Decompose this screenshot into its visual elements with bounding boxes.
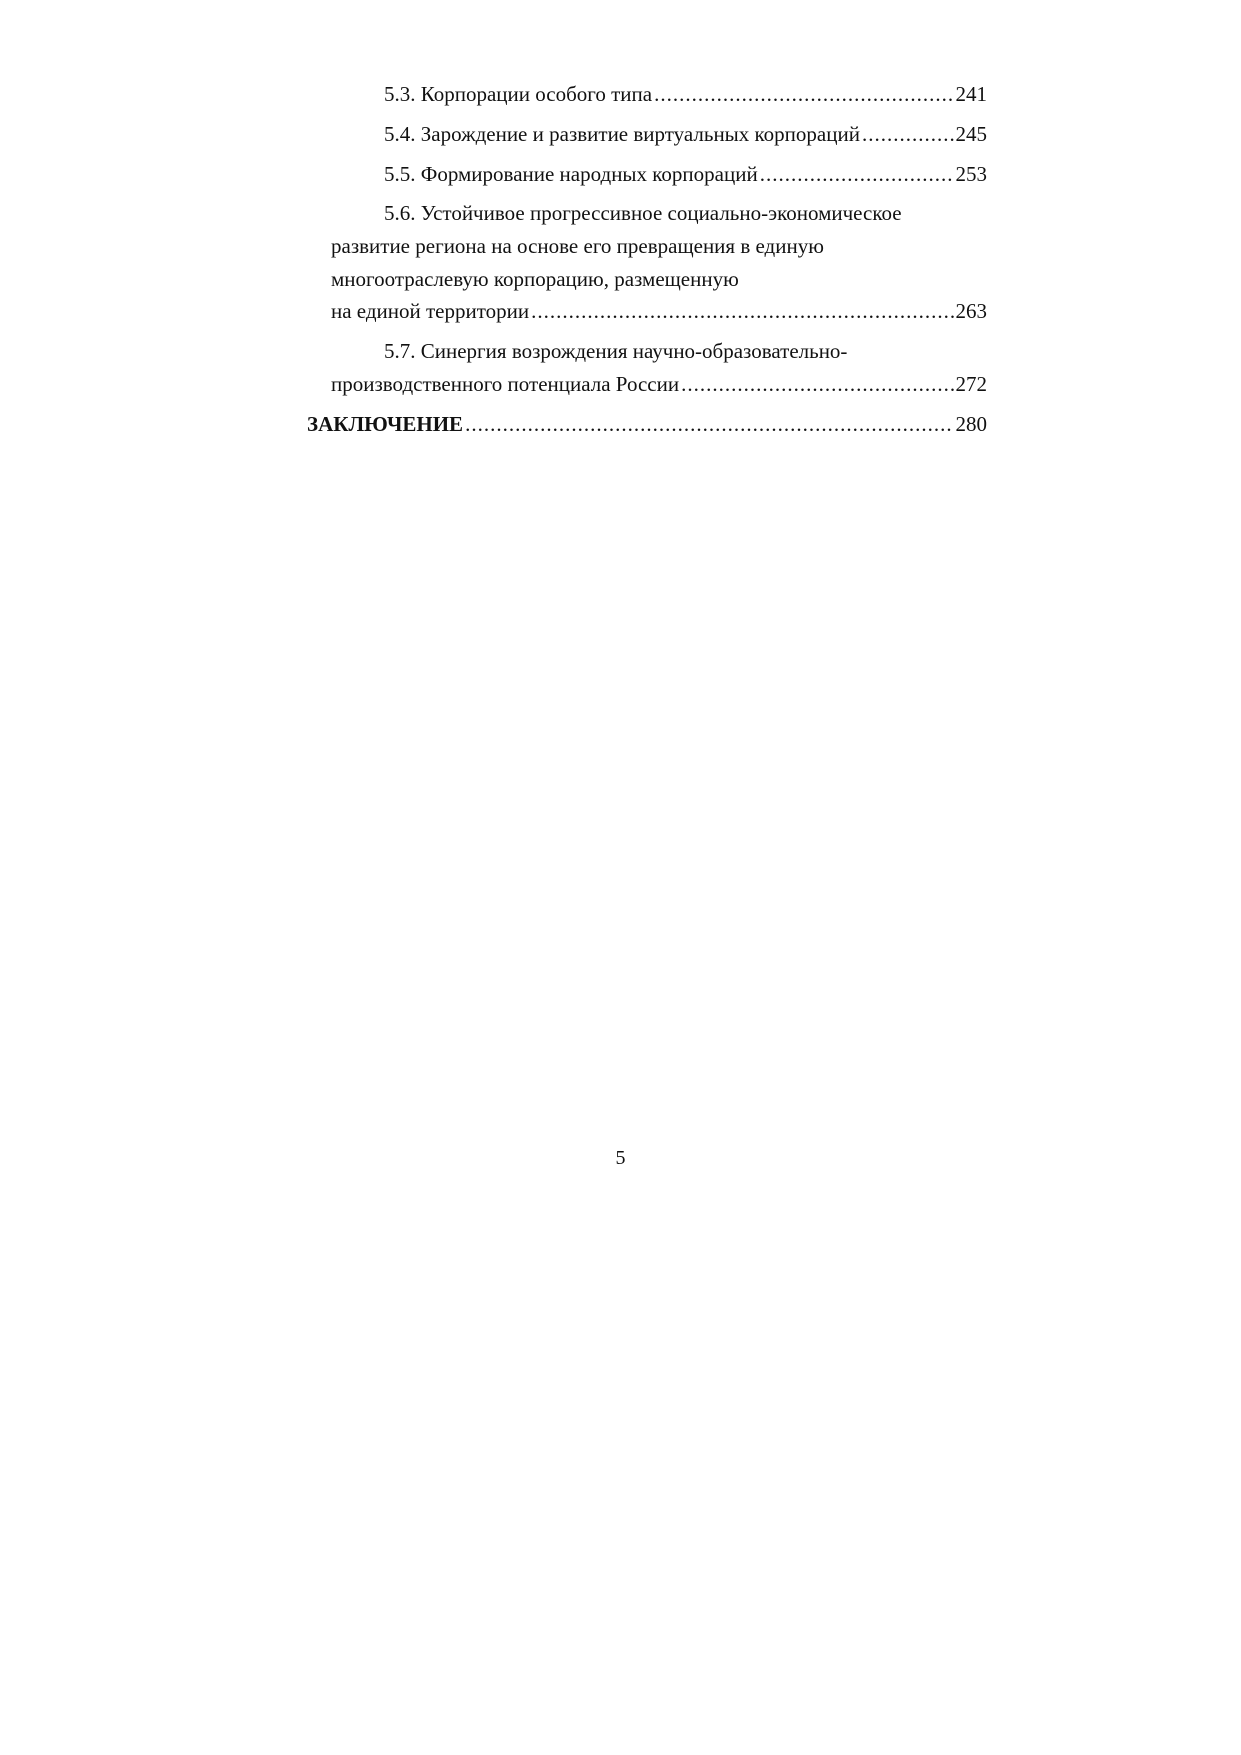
toc-entry-page: 263 xyxy=(955,299,987,323)
toc-entry-title-line: многоотраслевую корпорацию, размещенную xyxy=(331,267,739,291)
toc-entry-page: 245 xyxy=(955,122,987,146)
dot-leader xyxy=(465,412,953,436)
toc-entry-title-line: развитие региона на основе его превращения в единую xyxy=(331,234,824,258)
toc-entry-5-4[interactable] xyxy=(384,122,987,146)
toc-entry-title: 5.4. Зарождение и развитие виртуальных корпораций xyxy=(384,122,860,146)
toc-entry-title-line: на единой территории xyxy=(331,299,530,323)
dot-leader xyxy=(862,122,954,146)
dot-leader xyxy=(654,82,953,106)
toc-entry-title-line: 5.7. Синергия возрождения научно-образовательно- xyxy=(384,339,848,363)
toc-entry-title: 5.5. Формирование народных корпораций xyxy=(384,162,758,186)
toc-entry-5-3[interactable] xyxy=(384,82,987,106)
toc-entry-page: 280 xyxy=(955,412,987,436)
toc-entry-page: 253 xyxy=(955,162,987,186)
toc-entry-conclusion[interactable] xyxy=(307,412,987,436)
toc-entry-last-line xyxy=(331,299,987,323)
toc-entry-last-line xyxy=(331,372,987,396)
dot-leader xyxy=(681,372,953,396)
toc-entry-title-line: 5.6. Устойчивое прогрессивное социально-экономическое xyxy=(384,201,902,225)
toc-entry-title: ЗАКЛЮЧЕНИЕ xyxy=(307,412,464,436)
toc-entry-page: 241 xyxy=(955,82,987,106)
dot-leader xyxy=(531,299,953,323)
toc-entry-title-line: производственного потенциала России xyxy=(331,372,680,396)
toc-entry-5-5[interactable] xyxy=(384,162,987,186)
toc-entry-title: 5.3. Корпорации особого типа xyxy=(384,82,653,106)
page-number: 5 xyxy=(615,1147,626,1169)
dot-leader xyxy=(760,162,954,186)
toc-entry-page: 272 xyxy=(955,372,987,396)
